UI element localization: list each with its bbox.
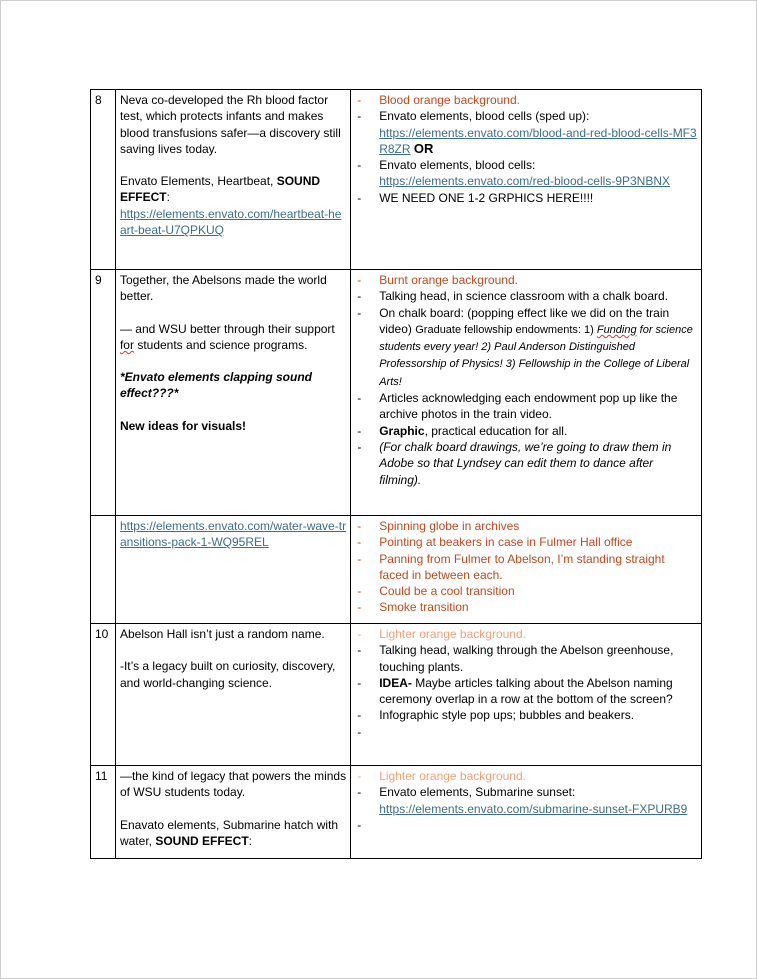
visual-note: - Could be a cool transition — [355, 583, 697, 599]
narration-cell — [115, 624, 350, 766]
visual-note: - Envato elements, blood cells: https://elements.envato.com/red-blood-cells-9P3NBNX — [355, 157, 697, 190]
visual-note: - Lighter orange background. — [355, 626, 697, 642]
blood-cells-link[interactable]: https://elements.envato.com/blood-and-red-blood-cells-MF3R8ZR — [379, 125, 697, 156]
visual-note: - Pointing at beakers in case in Fulmer Hall office — [355, 534, 697, 550]
sound-effect-note: *Envato elements clapping sound effect???* — [119, 370, 313, 401]
table-row — [91, 766, 702, 859]
visuals-cell — [351, 516, 702, 624]
visual-note: - Spinning globe in archives — [355, 518, 697, 534]
narration-text: -It’s a legacy built on curiosity, discovery, and world-changing science. — [119, 659, 336, 690]
sound-effect-note: Envato Elements, Heartbeat, SOUND EFFECT: — [119, 174, 321, 205]
narration-cell — [115, 270, 350, 516]
row-number — [91, 516, 116, 624]
narration-cell — [115, 90, 350, 270]
table-row — [91, 270, 702, 516]
visual-note: - Articles acknowledging each endowment pop up like the archive photos in the train video. — [355, 390, 697, 423]
visual-note — [355, 817, 697, 833]
narration-text: — and WSU better through their support for students and science programs. — [119, 321, 335, 352]
visuals-cell — [351, 624, 702, 766]
narration-text: Together, the Abelsons made the world better. — [119, 273, 327, 304]
visuals-cell — [351, 90, 702, 270]
table-row — [91, 624, 702, 766]
narration-text: Neva co-developed the Rh blood factor test, which protects infants and makes blood transfusions safer—a discovery still saving lives today. — [119, 93, 341, 156]
visual-note: - Smoke transition — [355, 599, 697, 615]
visual-note — [355, 724, 697, 740]
visual-note: - On chalk board: (popping effect like we did on the train video) Graduate fellowship endowments: 1) Funding for science students every year! 2) Paul Anderson Distinguished Professorship of Physics! 3) Fellowship in the College of Liberal Arts! — [355, 305, 697, 390]
row-number: 9 — [91, 270, 116, 516]
visual-note: - Blood orange background. — [355, 92, 697, 108]
row-number: 10 — [91, 624, 116, 766]
visual-note: - Lighter orange background. — [355, 768, 697, 784]
script-table — [90, 89, 702, 859]
narration-text: —the kind of legacy that powers the minds of WSU students today. — [119, 769, 347, 800]
narration-text: Abelson Hall isn’t just a random name. — [119, 627, 325, 641]
water-wave-transitions-link[interactable]: https://elements.envato.com/water-wave-transitions-pack-1-WQ95REL — [119, 519, 347, 550]
table-row — [91, 90, 702, 270]
visuals-cell — [351, 270, 702, 516]
sound-effect-note: Enavato elements, Submarine hatch with water, SOUND EFFECT: — [119, 817, 339, 848]
visual-note: - Talking head, in science classroom with a chalk board. — [355, 288, 697, 304]
narration-cell — [115, 766, 350, 859]
visual-note: - Graphic, practical education for all. — [355, 423, 697, 439]
table-row — [91, 516, 702, 624]
visuals-note: New ideas for visuals! — [119, 418, 247, 433]
visual-note: - IDEA- Maybe articles talking about the Abelson naming ceremony overlap in a row at the bottom of the screen? — [355, 675, 697, 708]
visual-note: - Envato elements, Submarine sunset: https://elements.envato.com/submarine-sunset-FXPURB9 — [355, 784, 697, 817]
visual-note: - Infographic style pop ups; bubbles and beakers. — [355, 707, 697, 723]
visual-note: - Burnt orange background. — [355, 272, 697, 288]
visual-note: - Panning from Fulmer to Abelson, I’m standing straight faced in between each. — [355, 551, 697, 584]
narration-cell — [115, 516, 350, 624]
visual-note: - (For chalk board drawings, we’re going to draw them in Adobe so that Lyndsey can edit them to dance after filming). — [355, 439, 697, 488]
submarine-sunset-link[interactable]: https://elements.envato.com/submarine-sunset-FXPURB9 — [379, 801, 688, 816]
row-number: 8 — [91, 90, 116, 270]
visual-note: - Talking head, walking through the Abelson greenhouse, touching plants. — [355, 642, 697, 675]
heartbeat-link[interactable]: https://elements.envato.com/heartbeat-heart-beat-U7QPKUQ — [119, 206, 342, 238]
visual-note: - Envato elements, blood cells (sped up): https://elements.envato.com/blood-and-red-blood-cells-MF3R8ZR OR — [355, 108, 697, 157]
red-blood-cells-link[interactable]: https://elements.envato.com/red-blood-cells-9P3NBNX — [379, 174, 671, 189]
visuals-cell — [351, 766, 702, 859]
visual-note: - WE NEED ONE 1-2 GRPHICS HERE!!!! — [355, 190, 697, 206]
row-number: 11 — [91, 766, 116, 859]
